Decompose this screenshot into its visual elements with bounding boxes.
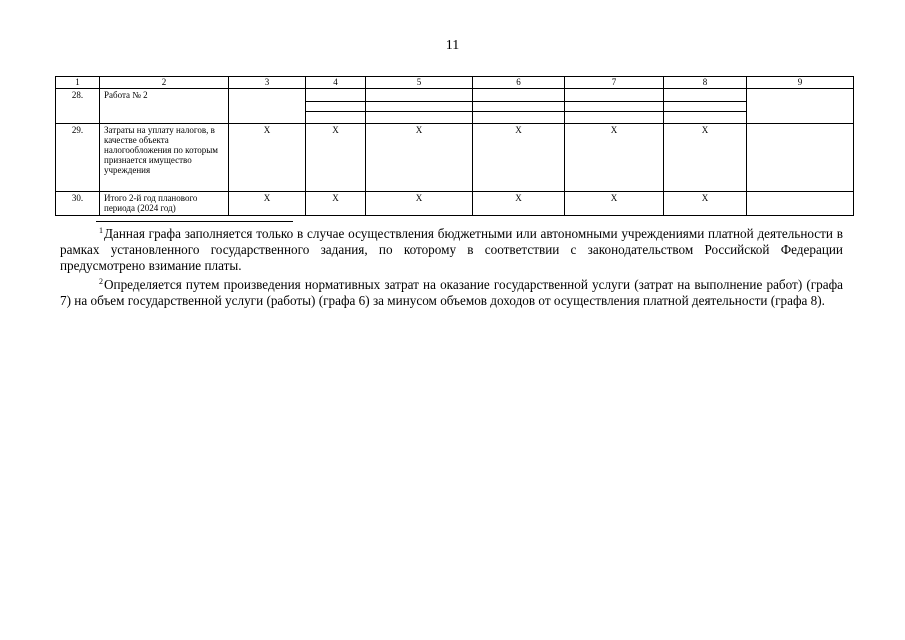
table-cell [473,112,565,124]
column-header: 7 [565,77,664,89]
footnote-separator [96,221,293,222]
table-cell [306,112,366,124]
table-cell: X [565,124,664,192]
table-row [56,89,854,102]
row-number: 30. [56,192,100,216]
table-header-row [56,77,854,89]
column-header: 9 [747,77,854,89]
table-cell: X [664,124,747,192]
footnote-mark: 2 [99,277,103,286]
table-cell [664,89,747,102]
column-header: 8 [664,77,747,89]
table-row [56,192,854,216]
table-cell [306,89,366,102]
table-cell: X [664,192,747,216]
footnote-text: Данная графа заполняется только в случае осуществления бюджетными или автономными учреждениями платной деятельности в рамках установленного государственного задания, по которому в соответствии с законодательством Российской Федерации предусмотрено взимание платы. [60,226,843,273]
column-header: 1 [56,77,100,89]
table-cell [747,89,854,124]
table-cell: X [229,124,306,192]
table-cell: X [229,192,306,216]
column-header: 4 [306,77,366,89]
table-cell [565,112,664,124]
table-cell [565,102,664,112]
table-row [56,124,854,192]
table-cell [366,89,473,102]
column-header: 2 [100,77,229,89]
table-cell [747,124,854,192]
row-name: Затраты на уплату налогов, в качестве объекта налогообложения по которым признается имущество учреждения [100,124,229,192]
row-name: Итого 2-й год планового периода (2024 год) [100,192,229,216]
footnote [60,223,843,274]
table-cell: X [366,124,473,192]
table-cell [229,89,306,124]
budget-table [55,76,854,216]
table-cell: X [473,124,565,192]
table-cell [473,89,565,102]
table-cell: X [306,192,366,216]
footnote-text: Определяется путем произведения нормативных затрат на оказание государственной услуги (затрат на выполнение работ) (графа 7) на объем государственной услуги (работы) (графа 6) за минусом объемов доходов от осуществления платной деятельности (графа 8). [60,277,843,308]
table-cell [473,102,565,112]
table-cell: X [473,192,565,216]
table-cell [664,102,747,112]
table-cell [565,89,664,102]
table-cell [747,192,854,216]
footnotes [60,223,843,309]
table-cell: X [366,192,473,216]
row-name: Работа № 2 [100,89,229,124]
table-cell: X [565,192,664,216]
table-cell [366,102,473,112]
footnote [60,274,843,309]
column-header: 5 [366,77,473,89]
table-cell [366,112,473,124]
table-cell [664,112,747,124]
column-header: 6 [473,77,565,89]
footnote-mark: 1 [99,226,103,235]
page-number: 11 [445,38,460,53]
row-number: 28. [56,89,100,124]
column-header: 3 [229,77,306,89]
table-cell: X [306,124,366,192]
row-number: 29. [56,124,100,192]
table-cell [306,102,366,112]
